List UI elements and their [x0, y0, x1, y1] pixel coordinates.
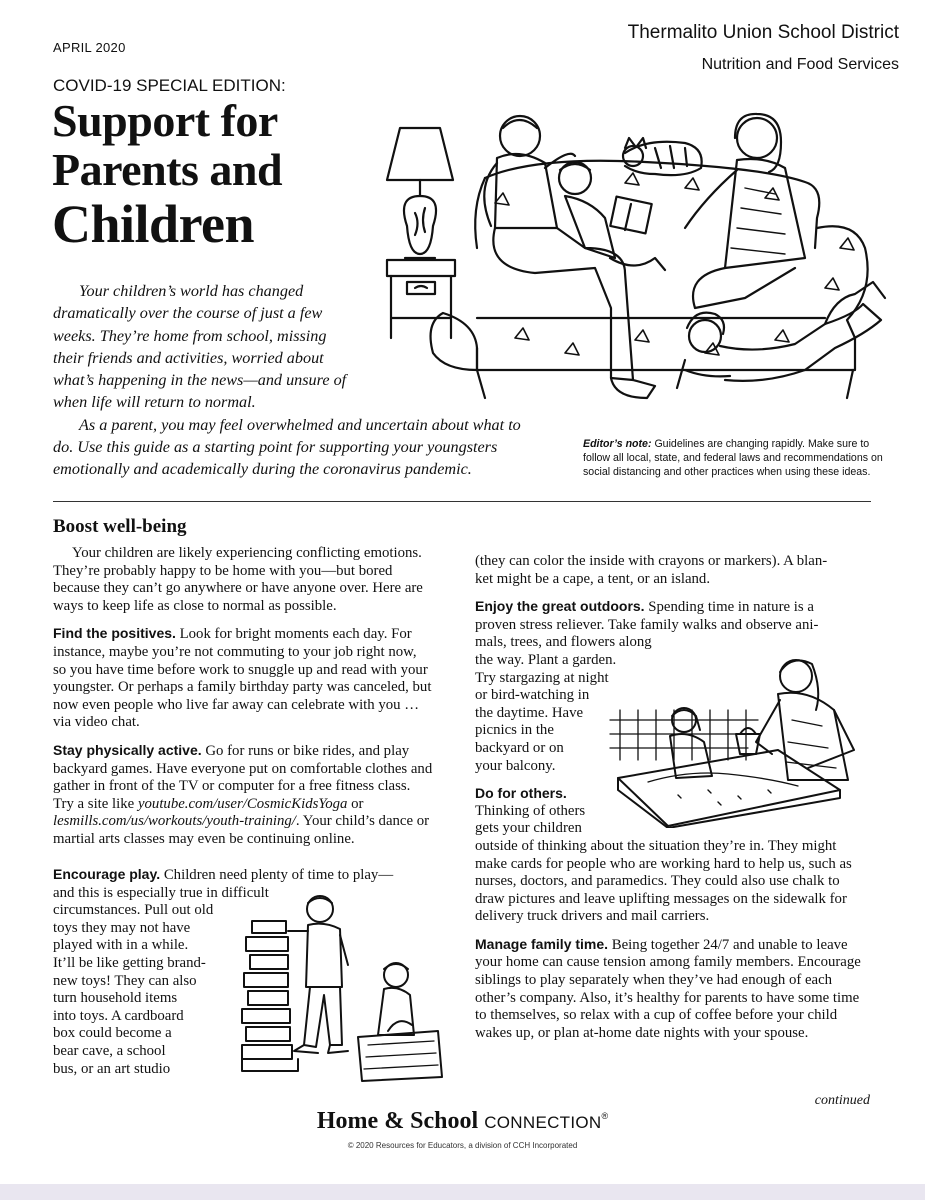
- tip-body: . Your child’s dance or martial arts classes may even be continuing online.: [53, 813, 430, 847]
- registered-mark: ®: [601, 1111, 609, 1121]
- tip-body-line: played with in a while.: [53, 937, 189, 954]
- tip-heading: Enjoy the great outdoors.: [475, 598, 645, 615]
- tip-body-line: gets your children: [475, 820, 582, 837]
- tip-body: Children need plenty of time to play—: [163, 867, 394, 883]
- tip-body-line: backyard or on: [475, 739, 564, 756]
- intro-paragraph-1: Your children’s world has changed dramatically over the course of just a few weeks. They’re home from school, missing their friends and activities, worried about what’s happening in the news—and unsure of when life will return to normal.: [53, 282, 347, 412]
- toy-basket-icon: [358, 1021, 442, 1081]
- tip-body-line: toys they may not have: [53, 919, 191, 936]
- brand-main: Home & School: [316, 1108, 479, 1134]
- tip-body-line: bus, or an art studio: [53, 1060, 171, 1077]
- tip-body-line: proven stress reliever. Take family walks and observe ani-: [475, 616, 819, 633]
- edition-label: COVID-19 SPECIAL EDITION:: [53, 76, 286, 95]
- tip-body-line: mals, trees, and flowers along: [475, 634, 652, 651]
- tip-body-line: your balcony.: [475, 757, 556, 774]
- page-title: [52, 96, 392, 254]
- mother-figure: [685, 114, 805, 308]
- tip-body: outside of thinking about the situation they’re in. They might make cards for people who are working hard to help us, such as nurses, doctors, and paramedics. They could also use chalk to draw pictures and leave uplifting messages on the sidewalk for delivery truck drivers and mail carriers.: [475, 837, 852, 925]
- tip-body-line: ket might be a cape, a tent, or an island.: [475, 570, 711, 587]
- tip-body-line: Try stargazing at night: [475, 669, 609, 686]
- lamp-icon: [387, 128, 453, 258]
- editor-note-label: Editor’s note:: [583, 438, 652, 450]
- section-divider: [53, 501, 871, 502]
- les-mills-url: lesmills.com/us/workouts/youth-training/: [53, 813, 296, 830]
- tip-body: and this is especially true in difficult: [53, 884, 269, 901]
- tip-body-or: or: [351, 795, 364, 812]
- intro-paragraph-2: As a parent, you may feel overwhelmed and uncertain about what to do. Use this guide as a starting point for supporting your youngsters emotionally and academically during the coronavirus pandemic.: [53, 415, 521, 479]
- tip-heading: Do for others.: [475, 785, 567, 802]
- tip-body-line: Thinking of others: [475, 802, 586, 819]
- tip-body-line: picnics in the: [475, 722, 554, 739]
- tip-body-line: turn household items: [53, 990, 178, 1007]
- district-name: Thermalito Union School District: [627, 22, 899, 43]
- continued-label: continued: [814, 1093, 870, 1108]
- editor-note-text: Guidelines are changing rapidly. Make sure to follow all local, state, and federal laws and recommendations on social distancing and other practices when using these ideas.: [583, 438, 883, 478]
- section-intro: Your children are likely experiencing conflicting emotions. They’re probably happy to be home with you—but bored because they can’t go anywhere or have anyone over. Here are ways to keep life as close to normal as possible.: [53, 545, 423, 614]
- cat-icon: [623, 138, 702, 175]
- title-line-2: Parents and: [52, 144, 283, 195]
- title-line-3: Children: [52, 194, 255, 254]
- sandbox-icon: [618, 750, 840, 828]
- tip-body-line: bear cave, a school: [53, 1042, 166, 1059]
- tip-body-line: It’ll be like getting brand-: [53, 954, 206, 971]
- cosmic-kids-yoga-url: youtube.com/user/CosmicKidsYoga: [137, 795, 348, 812]
- tip-heading: Encourage play.: [53, 866, 161, 882]
- block-tower-icon: [242, 921, 298, 1071]
- tip-heading: Manage family time.: [475, 935, 609, 952]
- section-heading: Boost well-being: [53, 516, 187, 537]
- kids-playing-blocks-illustration: [238, 895, 448, 1085]
- tip-body-line: into toys. A cardboard: [53, 1007, 184, 1024]
- tip-body: Go for runs or bike rides, and play backyard games. Have everyone put on comfortable clothes and gather in front of the TV or computer for a free fitness class. Try a site like: [53, 742, 433, 812]
- department-name: Nutrition and Food Services: [701, 56, 899, 73]
- tip-body-line: (they can color the inside with crayons or markers). A blan-: [475, 553, 828, 569]
- page-bottom-strip: [0, 1184, 925, 1200]
- tip-find-positives: [53, 625, 433, 732]
- brand-sub: CONNECTION: [484, 1113, 602, 1132]
- tip-stay-active: [53, 742, 433, 849]
- younger-boy-figure: [378, 963, 414, 1035]
- mother-child-sandbox-illustration: [608, 650, 876, 828]
- tip-body: Spending time in nature is a: [648, 599, 814, 616]
- tip-body-line: the daytime. Have: [475, 704, 584, 721]
- tip-body: Look for bright moments each day. For instance, maybe you’re not commuting to your job right now, so you have time before work to snuggle up and read with your youngster. Or perhaps a family birthday party was canceled, but now even people who live far away can celebrate with you … via video chat.: [53, 626, 432, 731]
- left-column: [53, 545, 433, 859]
- tip-body-line: box could become a: [53, 1025, 172, 1042]
- mother-figure: [756, 660, 854, 780]
- copyright-notice: © 2020 Resources for Educators, a division of CCH Incorporated: [347, 1141, 578, 1150]
- tip-body-line: or bird-watching in: [475, 687, 590, 704]
- tip-manage-family-time: [475, 936, 870, 1043]
- tip-heading: Find the positives.: [53, 625, 176, 642]
- tip-heading: Stay physically active.: [53, 741, 202, 758]
- brand-logo: [0, 1108, 925, 1135]
- tip-body: Being together 24/7 and unable to leave your home can cause tension among family members. Encourage siblings to play separately when they’ve had enough of each other’s company. Also, it’s healthy for parents to have some time to themselves, so relax with a cup of coffee before your child wakes up, or plan at-home date nights with your spouse.: [475, 936, 861, 1041]
- issue-date: APRIL 2020: [53, 40, 126, 55]
- older-boy-figure: [288, 896, 348, 1053]
- editor-note: [583, 437, 883, 479]
- intro-text: [53, 280, 523, 481]
- tip-body-line: circumstances. Pull out old: [53, 902, 214, 919]
- tip-body-line: the way. Plant a garden.: [475, 651, 617, 668]
- tip-body-line: new toys! They can also: [53, 972, 197, 989]
- title-line-1: Support for: [52, 95, 278, 146]
